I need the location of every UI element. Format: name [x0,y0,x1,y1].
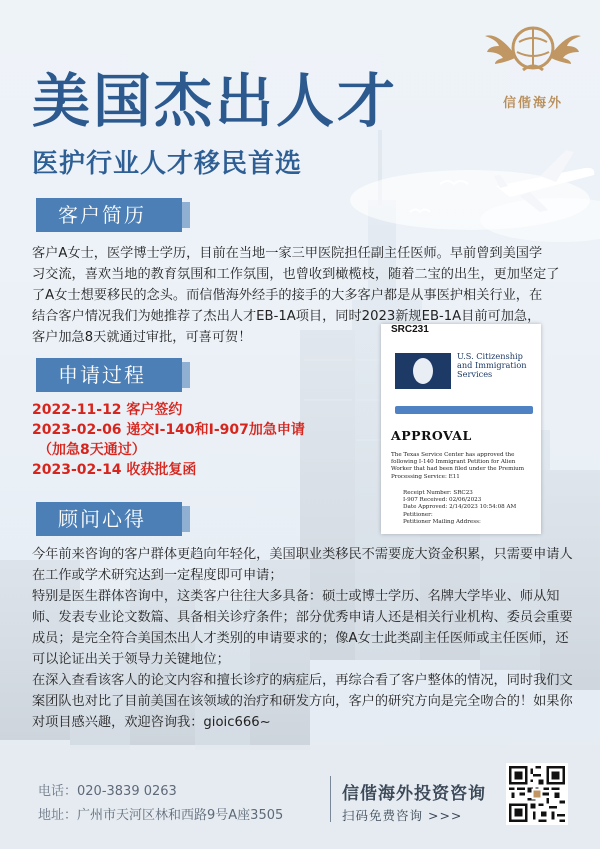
process-step: 2023-02-06 递交I-140和I-907加急申请 [32,422,305,438]
profile-line: 客户加急8天就通过审批，可喜可贺！ [32,330,252,345]
address-label: 地址： [38,808,78,823]
section-label-process: 申请过程 [36,358,182,392]
phone-number[interactable]: 020-3839 0263 [77,784,177,799]
process-step-note: （加急8天通过） [38,442,146,458]
process-step: 2023-02-14 收获批复函 [32,462,197,478]
scan-cta: 扫码免费咨询 >>> [342,808,463,823]
agency-name: U.S. Citizenship and Immigration Services [457,351,527,379]
approval-heading: APPROVAL [391,428,472,443]
advice-paragraph: 今年前来咨询的客户群体更趋向年轻化，美国职业类移民不需要庞大资金积累，只需要申请人在工作或学术研究达到一定程度即可申请； [32,547,573,583]
profile-line: 客户A女士，医学博士学历，目前在当地一家三甲医院担任副主任医师。早前曾到美国学 [32,246,543,261]
profile-line: 习交流，喜欢当地的教育氛围和工作氛围，也曾收到橄榄枝，随着二宝的出生，更加坚定了 [32,267,560,282]
notice-bar [395,406,533,414]
advice-text [32,544,576,733]
section-label-profile: 客户简历 [36,198,182,232]
contact-info [38,780,283,828]
approval-notice-image [381,324,541,534]
section-label-advice: 顾问心得 [36,502,182,536]
phone-label: 电话： [38,784,78,799]
receipt-code: SRC231 [391,324,429,335]
page-subtitle: 医护行业人才移民首选 [32,149,303,179]
advice-paragraph: 在深入查看该客人的论文内容和擅长诊疗的病症后，再综合看了客户整体的情况，同时我们文案团队也对比了目前美国在该领域的治疗和研发方向，客户的研究方向是完全吻合的！如果你对项目感兴趣，欢迎咨询我：gioic666~ [32,673,573,730]
address-value: 广州市天河区林和西路9号A座3505 [77,808,284,823]
uscis-banner [393,350,533,390]
profile-line: 了A女士想要移民的念头。而信偕海外经手的接手的大多客户都是从事医护相关行业，在 [32,288,543,303]
approval-text: The Texas Service Center has approved the following I-140 Immigrant Petition for Alien Worker that had been filed under the Premium Processing Service: E11 [391,452,525,480]
page-title: 美国杰出人才 [32,67,399,135]
dhs-seal-icon [395,353,451,389]
process-timeline [32,400,372,480]
profile-line: 结合客户情况我们为她推荐了杰出人才EB-1A项目，同时2023新规EB-1A目前可加急， [32,309,541,324]
process-step: 2022-11-12 客户签约 [32,402,183,418]
advice-paragraph: 特别是医生群体咨询中，这类客户往往大多具备：硕士或博士学历、名牌大学毕业、师从知师、发表专业论文数篇、具备相关诊疗条件；部分优秀申请人还是相关行业机构、委员会重要成员；是完全符合美国杰出人才类别的申请要求的；像A女士此类副主任医师或主任医师，还可以论证出关于领导力关键地位； [32,589,573,667]
footer-divider [330,776,331,822]
brand-logo [478,12,588,112]
company-name: 信偕海外投资咨询 [342,784,486,804]
winged-globe-logo-icon [483,12,583,90]
qr-code-icon[interactable] [506,763,568,825]
logo-text: 信偕海外 [502,96,563,111]
approval-fields: Receipt Number: SRC23 I-907 Received: 02/06/2023 Date Approved: 2/14/2023 10:54:08 AM Petitioner: Petitioner Mailing Address: [403,490,517,525]
